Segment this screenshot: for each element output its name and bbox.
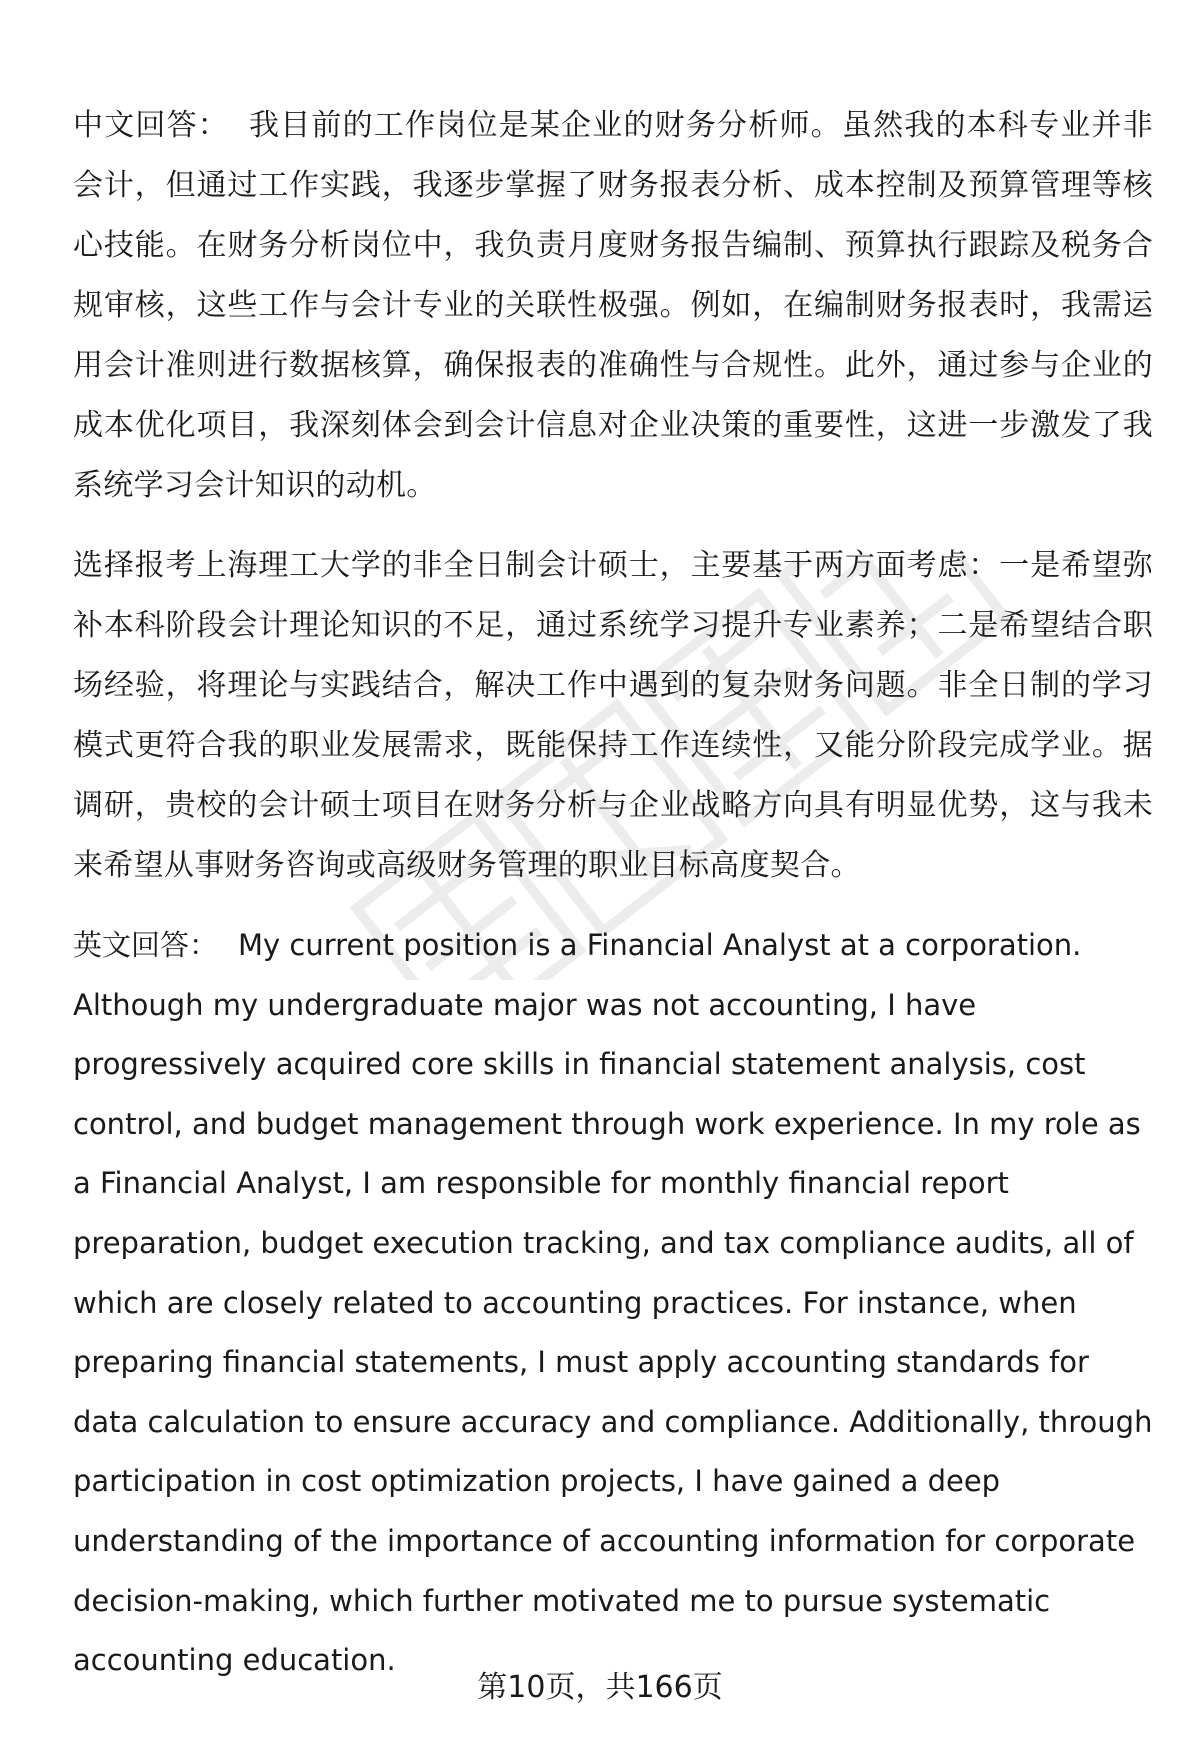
english-answer-text: My current position is a Financial Analyst at a corporation. Although my undergraduate major was not accounting, I have progressively acquired core skills in financial statement analysis, cost control, and budget management through work experience. In my role as a Financial Analyst, I am responsible for monthly financial report preparation, budget execution tracking, and tax compliance audits, all of which are closely related to accounting practices. For instance, when preparing financial statements, I must apply accounting standards for data calculation to ensure accuracy and compliance. Additionally, through participation in cost optimization projects, I have gained a deep understanding of the importance of accounting information for corporate decision-making, which further motivated me to pursue systematic accounting education.: [73, 928, 1153, 1678]
exam-motivation-paragraph: [73, 536, 1153, 896]
chinese-answer-text: 我目前的工作岗位是某企业的财务分析师。虽然我的本科专业并非会计，但通过工作实践，我逐步掌握了财务报表分析、成本控制及预算管理等核心技能。在财务分析岗位中，我负责月度财务报告编制、预算执行跟踪及税务合规审核，这些工作与会计专业的关联性极强。例如，在编制财务报表时，我需运用会计准则进行数据核算，确保报表的准确性与合规性。此外，通过参与企业的成本优化项目，我深刻体会到会计信息对企业决策的重要性，这进一步激发了我系统学习会计知识的动机。: [73, 108, 1153, 503]
document-body: [73, 96, 1153, 1711]
chinese-answer-paragraph: [73, 96, 1153, 516]
exam-motivation-text: 选择报考上海理工大学的非全日制会计硕士，主要基于两方面考虑：一是希望弥补本科阶段会计理论知识的不足，通过系统学习提升专业素养；二是希望结合职场经验，将理论与实践结合，解决工作中遇到的复杂财务问题。非全日制的学习模式更符合我的职业发展需求，既能保持工作连续性，又能分阶段完成学业。据调研，贵校的会计硕士项目在财务分析与企业战略方向具有明显优势，这与我未来希望从事财务咨询或高级财务管理的职业目标高度契合。: [73, 548, 1153, 883]
english-answer-label: 英文回答：: [73, 928, 219, 962]
english-answer-paragraph: [73, 916, 1153, 1691]
page-number-footer: 第10页，共166页: [477, 1670, 723, 1705]
chinese-answer-label: 中文回答：: [73, 108, 230, 143]
